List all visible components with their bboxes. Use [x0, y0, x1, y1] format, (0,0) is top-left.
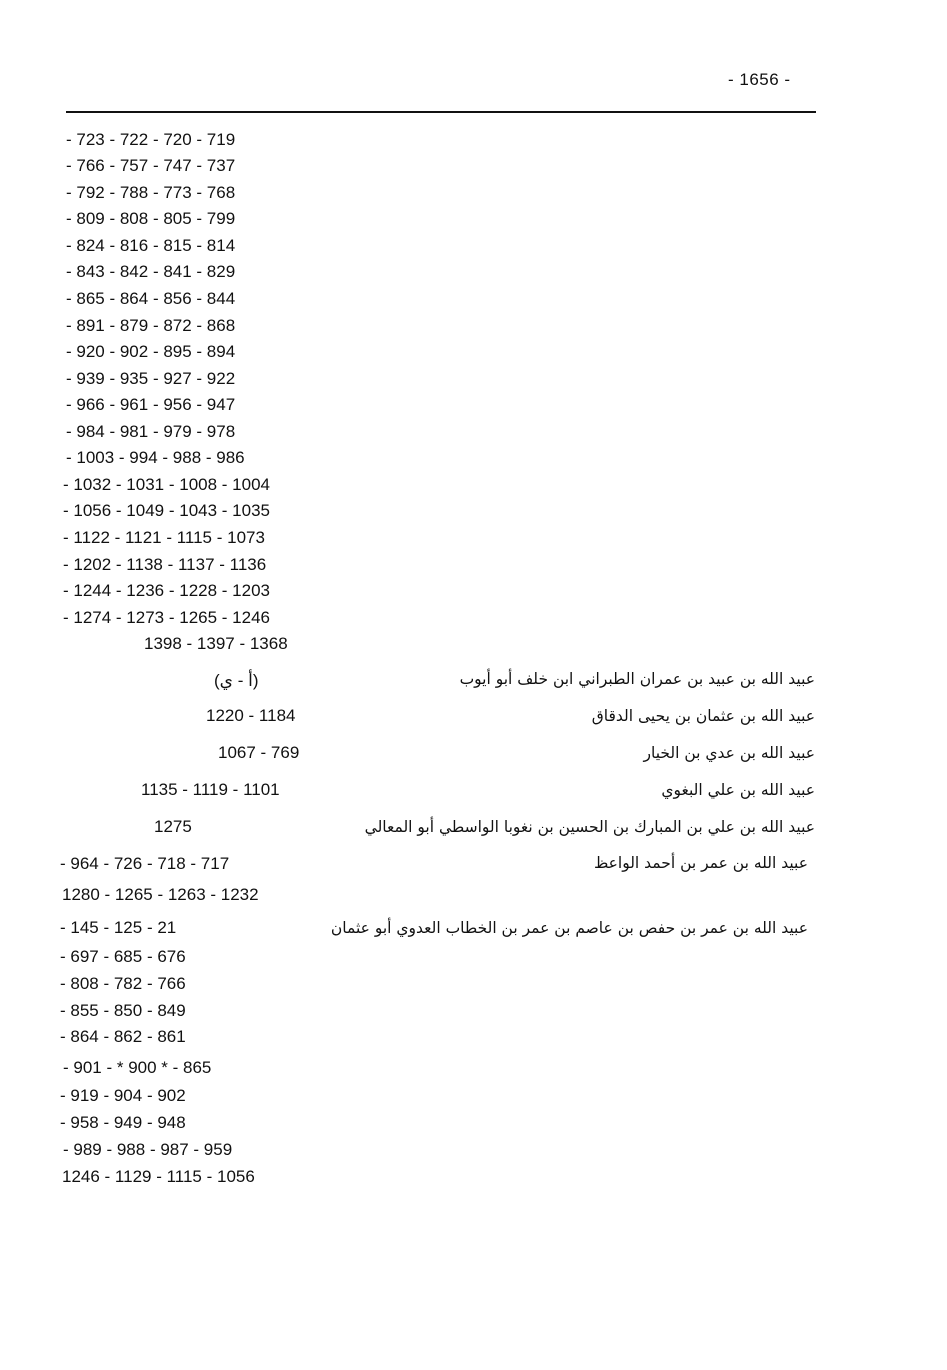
entry-name: عبيد الله بن عمر بن حفص بن عاصم بن عمر بن الخطاب العدوي أبو عثمان: [330, 919, 808, 937]
entry-refs: - 145 - 125 - 21: [60, 918, 177, 937]
ref-line: - 1244 - 1236 - 1228 - 1203: [63, 581, 270, 600]
entry-refs: 1275: [154, 817, 192, 836]
ref-line: - 1056 - 1049 - 1043 - 1035: [63, 501, 270, 520]
ref-line: - 891 - 879 - 872 - 868: [66, 316, 236, 335]
entry-refs: 1220 - 1184: [206, 706, 296, 725]
ref-line: - 1202 - 1138 - 1137 - 1136: [63, 555, 267, 574]
ref-line: - 865 - 864 - 856 - 844: [66, 289, 236, 308]
ref-line: 1246 - 1129 - 1115 - 1056: [62, 1167, 255, 1186]
ref-line: 1398 - 1397 - 1368: [144, 634, 288, 653]
entry-name: عبيد الله بن عمر بن أحمد الواعظ: [593, 854, 808, 872]
ref-line: - 864 - 862 - 861: [60, 1027, 186, 1046]
ref-line: - 809 - 808 - 805 - 799: [66, 209, 236, 228]
ref-line: - 989 - 988 - 987 - 959: [63, 1140, 233, 1159]
ref-line: - 843 - 842 - 841 - 829: [66, 262, 236, 281]
ref-line: - 958 - 949 - 948: [60, 1113, 186, 1132]
ref-line: - 1122 - 1121 - 1115 - 1073: [63, 528, 265, 547]
page-number: - 1656 -: [728, 70, 791, 89]
entry-name: عبيد الله بن عدي بن الخيار: [643, 744, 815, 762]
ref-line: - 808 - 782 - 766: [60, 974, 186, 993]
ref-line: - 1003 - 994 - 988 - 986: [66, 448, 245, 467]
header-rule: [66, 111, 816, 113]
ref-line: - 1032 - 1031 - 1008 - 1004: [63, 475, 270, 494]
ref-line: - 1274 - 1273 - 1265 - 1246: [63, 608, 270, 627]
entry-refs: - 964 - 726 - 718 - 717: [60, 854, 230, 873]
entry-refs: 1135 - 1119 - 1101: [141, 780, 280, 799]
ref-line: - 855 - 850 - 849: [60, 1001, 186, 1020]
entry-refs: (أ - ي): [214, 671, 259, 690]
ref-line: - 920 - 902 - 895 - 894: [66, 342, 236, 361]
ref-line: - 939 - 935 - 927 - 922: [66, 369, 236, 388]
ref-line: - 697 - 685 - 676: [60, 947, 186, 966]
ref-line: - 723 - 722 - 720 - 719: [66, 130, 236, 149]
ref-line: - 984 - 981 - 979 - 978: [66, 422, 236, 441]
ref-line: - 966 - 961 - 956 - 947: [66, 395, 236, 414]
ref-line: - 766 - 757 - 747 - 737: [66, 156, 236, 175]
entry-refs: 1067 - 769: [218, 743, 300, 762]
ref-line: - 792 - 788 - 773 - 768: [66, 183, 236, 202]
ref-line: - 919 - 904 - 902: [60, 1086, 186, 1105]
entry-name: عبيد الله بن علي البغوي: [661, 781, 815, 799]
entry-refs: 1280 - 1265 - 1263 - 1232: [62, 885, 259, 904]
entry-name: عبيد الله بن علي بن المبارك بن الحسين بن نغوبا الواسطي أبو المعالي: [364, 818, 815, 836]
entry-name: عبيد الله بن عثمان بن يحيى الدقاق: [591, 707, 815, 725]
ref-line: - 901 - * 900 * - 865: [63, 1058, 212, 1077]
entry-name: عبيد الله بن عبيد بن عمران الطبراني ابن خلف أبو أيوب: [459, 670, 815, 688]
ref-line: - 824 - 816 - 815 - 814: [66, 236, 236, 255]
